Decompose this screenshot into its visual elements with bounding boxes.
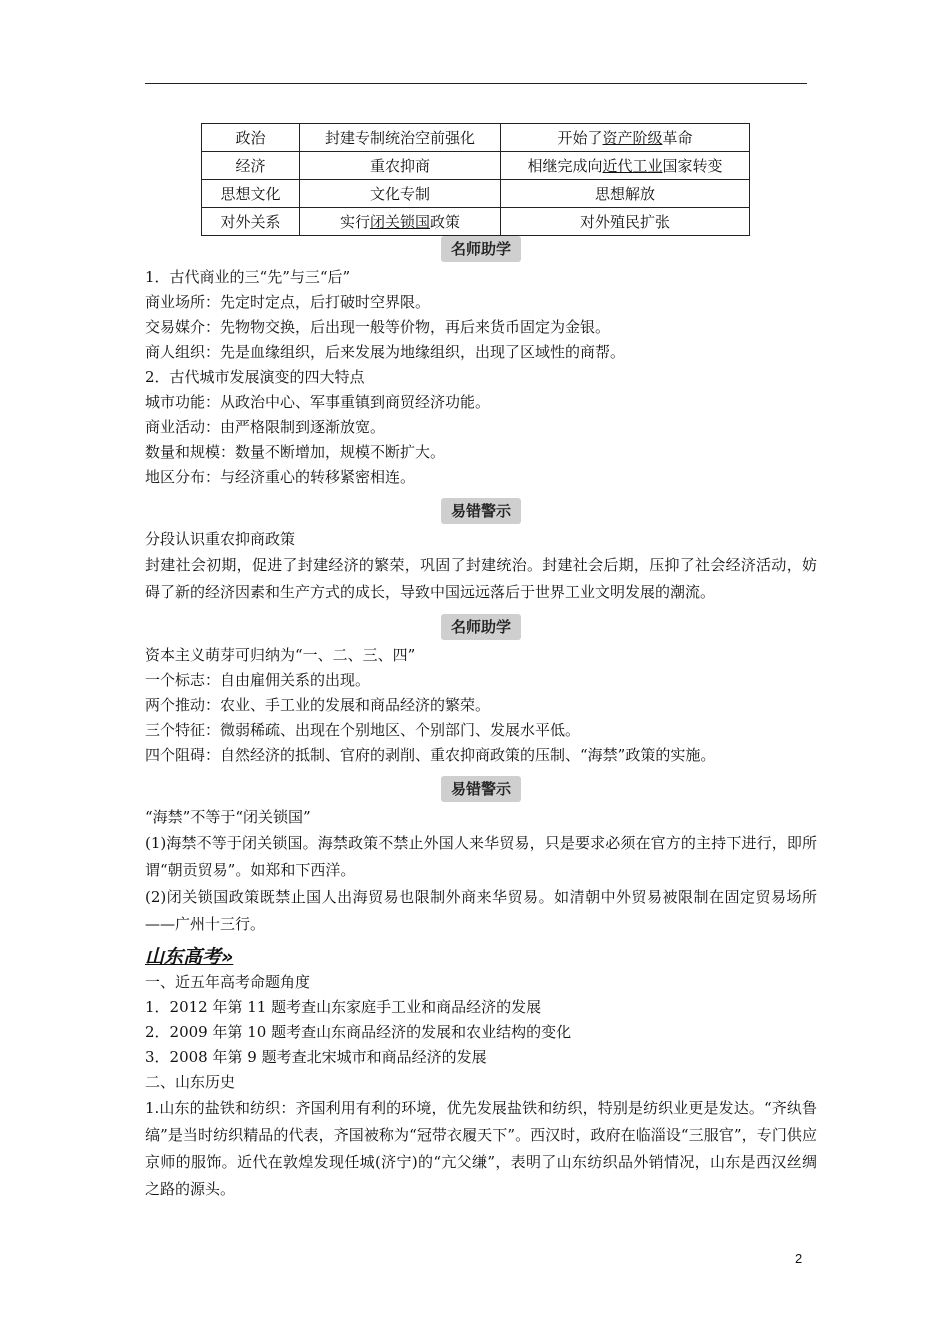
- paragraph: (1)海禁不等于闭关锁国。海禁政策不禁止外国人来华贸易，只是要求必须在官方的主持下进行，即所谓“朝贡贸易”。如郑和下西洋。: [145, 834, 817, 879]
- tip-badge: 名师助学: [441, 236, 521, 262]
- list-item: 3．2008 年第 9 题考查北宋城市和商品经济的发展: [145, 1048, 487, 1066]
- list-item: 商业活动：由严格限制到逐渐放宽。: [145, 418, 386, 436]
- comparison-table: [201, 123, 750, 236]
- table-row: [202, 208, 750, 236]
- warning-badge: 易错警示: [441, 776, 521, 802]
- list-item: 四个阻碍：自然经济的抵制、官府的剥削、重农抑商政策的压制、“海禁”政策的实施。: [145, 746, 716, 764]
- list-item: 2．古代城市发展演变的四大特点: [145, 368, 365, 386]
- row-label: 政治: [202, 124, 300, 152]
- list-item: 地区分布：与经济重心的转移紧密相连。: [145, 468, 416, 486]
- row-label: 思想文化: [202, 180, 300, 208]
- ancient-cell: 实行闭关锁国政策: [300, 208, 501, 236]
- list-item: 资本主义萌芽可归纳为“一、二、三、四”: [145, 646, 416, 664]
- row-label: 对外关系: [202, 208, 300, 236]
- western-cell: 思想解放: [501, 180, 750, 208]
- page-number: 2: [795, 1251, 803, 1266]
- western-cell: 开始了资产阶级革命: [501, 124, 750, 152]
- western-cell: 对外殖民扩张: [501, 208, 750, 236]
- table-row: [202, 152, 750, 180]
- list-item: 城市功能：从政治中心、军事重镇到商贸经济功能。: [145, 393, 491, 411]
- table-row: [202, 180, 750, 208]
- list-item: 商人组织：先是血缘组织，后来发展为地缘组织，出现了区域性的商帮。: [145, 343, 626, 361]
- list-item: 2．2009 年第 10 题考查山东商品经济的发展和农业结构的变化: [145, 1023, 572, 1041]
- list-item: 数量和规模：数量不断增加，规模不断扩大。: [145, 443, 446, 461]
- ancient-cell: 封建专制统治空前强化: [300, 124, 501, 152]
- table-row: [202, 124, 750, 152]
- warning-badge: 易错警示: [441, 498, 521, 524]
- tip-badge: 名师助学: [441, 614, 521, 640]
- paragraph: 封建社会初期，促进了封建经济的繁荣，巩固了封建统治。封建社会后期，压抑了社会经济活动，妨碍了新的经济因素和生产方式的成长，导致中国远远落后于世界工业文明发展的潮流。: [145, 556, 817, 601]
- row-label: 经济: [202, 152, 300, 180]
- list-item: 交易媒介：先物物交换，后出现一般等价物，再后来货币固定为金银。: [145, 318, 611, 336]
- list-item: 1．古代商业的三“先”与三“后”: [145, 268, 351, 286]
- list-item: 一、近五年高考命题角度: [145, 973, 311, 991]
- page-content: [145, 234, 817, 1203]
- list-item: 商业场所：先定时定点，后打破时空界限。: [145, 293, 431, 311]
- list-item: 一个标志：自由雇佣关系的出现。: [145, 671, 371, 689]
- western-cell: 相继完成向近代工业国家转变: [501, 152, 750, 180]
- ancient-cell: 文化专制: [300, 180, 501, 208]
- ancient-cell: 重农抑商: [300, 152, 501, 180]
- list-item: 两个推动：农业、手工业的发展和商品经济的繁荣。: [145, 696, 491, 714]
- shandong-title: 山东高考»: [145, 946, 234, 968]
- list-item: 二、山东历史: [145, 1073, 236, 1091]
- section-heading: “海禁”不等于“闭关锁国”: [145, 808, 311, 826]
- section-heading: 分段认识重农抑商政策: [145, 530, 296, 548]
- list-item: 三个特征：微弱稀疏、出现在个别地区、个别部门、发展水平低。: [145, 721, 581, 739]
- header-rule: [145, 83, 807, 84]
- list-item: 1．2012 年第 11 题考查山东家庭手工业和商品经济的发展: [145, 998, 542, 1016]
- paragraph: 1.山东的盐铁和纺织：齐国利用有利的环境，优先发展盐铁和纺织，特别是纺织业更是发达。“齐纨鲁缟”是当时纺织精品的代表，齐国被称为“冠带衣履天下”。西汉时，政府在临淄设“三服官”，专门供应京师的服饰。近代在敦煌发现任城(济宁)的“亢父缣”，表明了山东纺织品外销情况，山东是西汉丝绸之路的源头。: [145, 1099, 817, 1198]
- paragraph: (2)闭关锁国政策既禁止国人出海贸易也限制外商来华贸易。如清朝中外贸易被限制在固定贸易场所——广州十三行。: [145, 888, 817, 933]
